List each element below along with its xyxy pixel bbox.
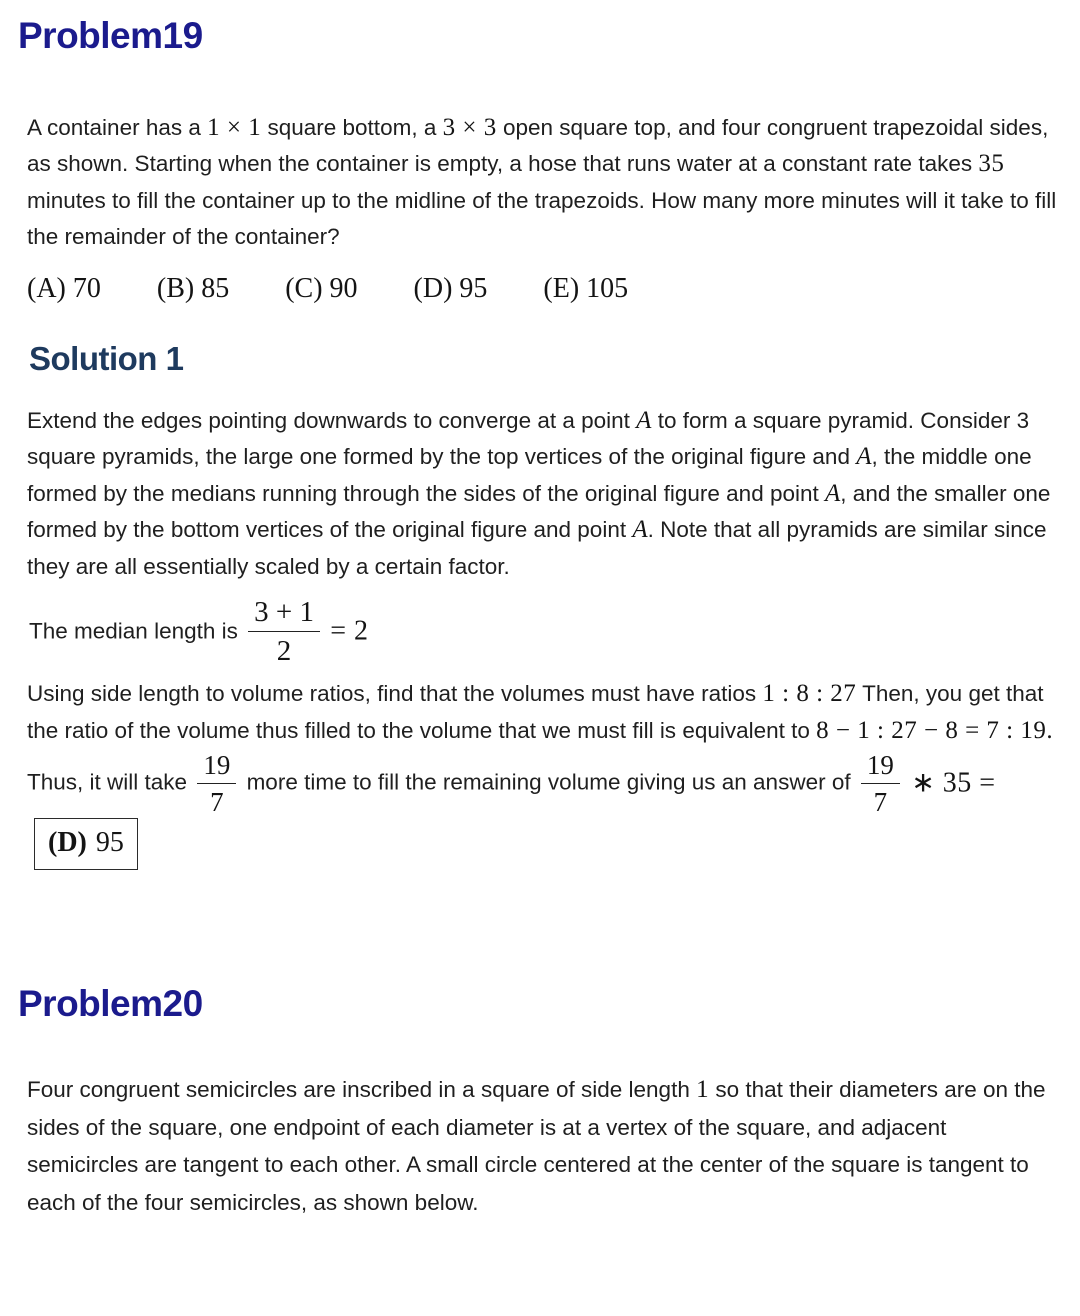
problem19-heading: Problem19 bbox=[18, 15, 203, 56]
problem20-statement bbox=[27, 1071, 1058, 1221]
inline-math-var-a: A bbox=[632, 516, 648, 544]
solution-text: , the middle one formed by the medians running through the sides of the original figure and point bbox=[27, 444, 1032, 506]
inline-math-ratio-1-8-27: 1 : 8 : 27 bbox=[762, 680, 857, 708]
answer-label: (D) bbox=[48, 827, 87, 859]
statement-text: Four congruent semicircles are inscribed in a square of side length bbox=[27, 1077, 697, 1103]
answer-choices bbox=[27, 272, 1058, 306]
statement-text: A container has a bbox=[27, 114, 208, 140]
inline-math-var-a: A bbox=[856, 443, 872, 471]
fraction-denominator: 7 bbox=[873, 787, 888, 818]
inline-math-35: 35 bbox=[978, 150, 1005, 178]
median-length-line bbox=[29, 595, 1058, 668]
fraction-denominator: 2 bbox=[276, 635, 292, 668]
statement-text: so that their diameters are on the sides of the square, one endpoint of each diameter is at a vertex of the square, and adjacent semicircles are tangent to each other. A small circle centered at the center of the square is tangent to each of the four semicircles, as shown below. bbox=[27, 1077, 1046, 1215]
solution-text: more time to fill the remaining volume giving us an answer of bbox=[240, 769, 857, 795]
solution1-ratio-paragraph bbox=[27, 676, 1058, 870]
fraction-3plus1-over-2 bbox=[248, 595, 320, 668]
answer-choice-c: (C) 90 bbox=[285, 272, 358, 304]
inline-math-3x3: 3 × 3 bbox=[442, 113, 497, 141]
statement-text: minutes to fill the container up to the midline of the trapezoids. How many more minutes will it take to fill the remainder of the container? bbox=[27, 187, 1057, 250]
document-page bbox=[0, 14, 1080, 1221]
fraction-numerator: 19 bbox=[197, 749, 236, 784]
boxed-final-answer bbox=[34, 818, 138, 870]
solution-text: Thus, it will take bbox=[27, 769, 194, 795]
answer-choice-a: (A) 70 bbox=[27, 272, 101, 304]
solution-text: Extend the edges pointing downwards to converge at a point bbox=[27, 407, 637, 433]
statement-text: square bottom, a bbox=[261, 114, 443, 140]
inline-math-1x1: 1 × 1 bbox=[207, 113, 262, 141]
inline-math-1: 1 bbox=[696, 1076, 710, 1104]
fraction-numerator: 19 bbox=[861, 749, 900, 784]
problem19-statement bbox=[27, 110, 1058, 256]
solution-text: Then, you get that the ratio of the volume thus filled to the volume that we must fill is equivalent to bbox=[27, 681, 1044, 743]
answer-choice-e: (E) 105 bbox=[543, 272, 629, 304]
solution-text: to form a square pyramid. Consider 3 square pyramids, the large one formed by the top vertices of the original figure and bbox=[27, 407, 1030, 470]
problem20-heading: Problem20 bbox=[18, 982, 203, 1024]
solution-text: , and the smaller one formed by the bottom vertices of the original figure and point bbox=[27, 480, 1051, 543]
inline-math-times-35-equals: ∗ 35 = bbox=[903, 767, 996, 799]
solution1-paragraph bbox=[27, 403, 1058, 586]
fraction-19-over-7 bbox=[861, 749, 900, 818]
inline-math-ratio-7-19: 8 − 1 : 27 − 8 = 7 : 19. bbox=[816, 716, 1054, 744]
fraction-numerator: 3 + 1 bbox=[248, 595, 320, 632]
fraction-19-over-7 bbox=[197, 749, 236, 818]
solution-text: Using side length to volume ratios, find that the volumes must have ratios bbox=[27, 681, 763, 707]
answer-choice-b: (B) 85 bbox=[156, 272, 230, 304]
median-line-text: The median length is bbox=[29, 618, 245, 644]
answer-choice-d: (D) 95 bbox=[413, 272, 488, 304]
inline-math-var-a: A bbox=[825, 479, 841, 507]
solution-text: . Note that all pyramids are similar since they are all essentially scaled by a certain factor. bbox=[27, 517, 1047, 579]
inline-math-var-a: A bbox=[636, 406, 652, 434]
fraction-denominator: 7 bbox=[210, 787, 224, 818]
solution1-heading: Solution 1 bbox=[29, 339, 184, 377]
statement-text: open square top, and four congruent trapezoidal sides, as shown. Starting when the container is empty, a hose that runs water at a constant rate takes bbox=[27, 114, 1049, 177]
answer-value: 95 bbox=[95, 827, 124, 859]
inline-math-equals-2: = 2 bbox=[330, 615, 369, 647]
